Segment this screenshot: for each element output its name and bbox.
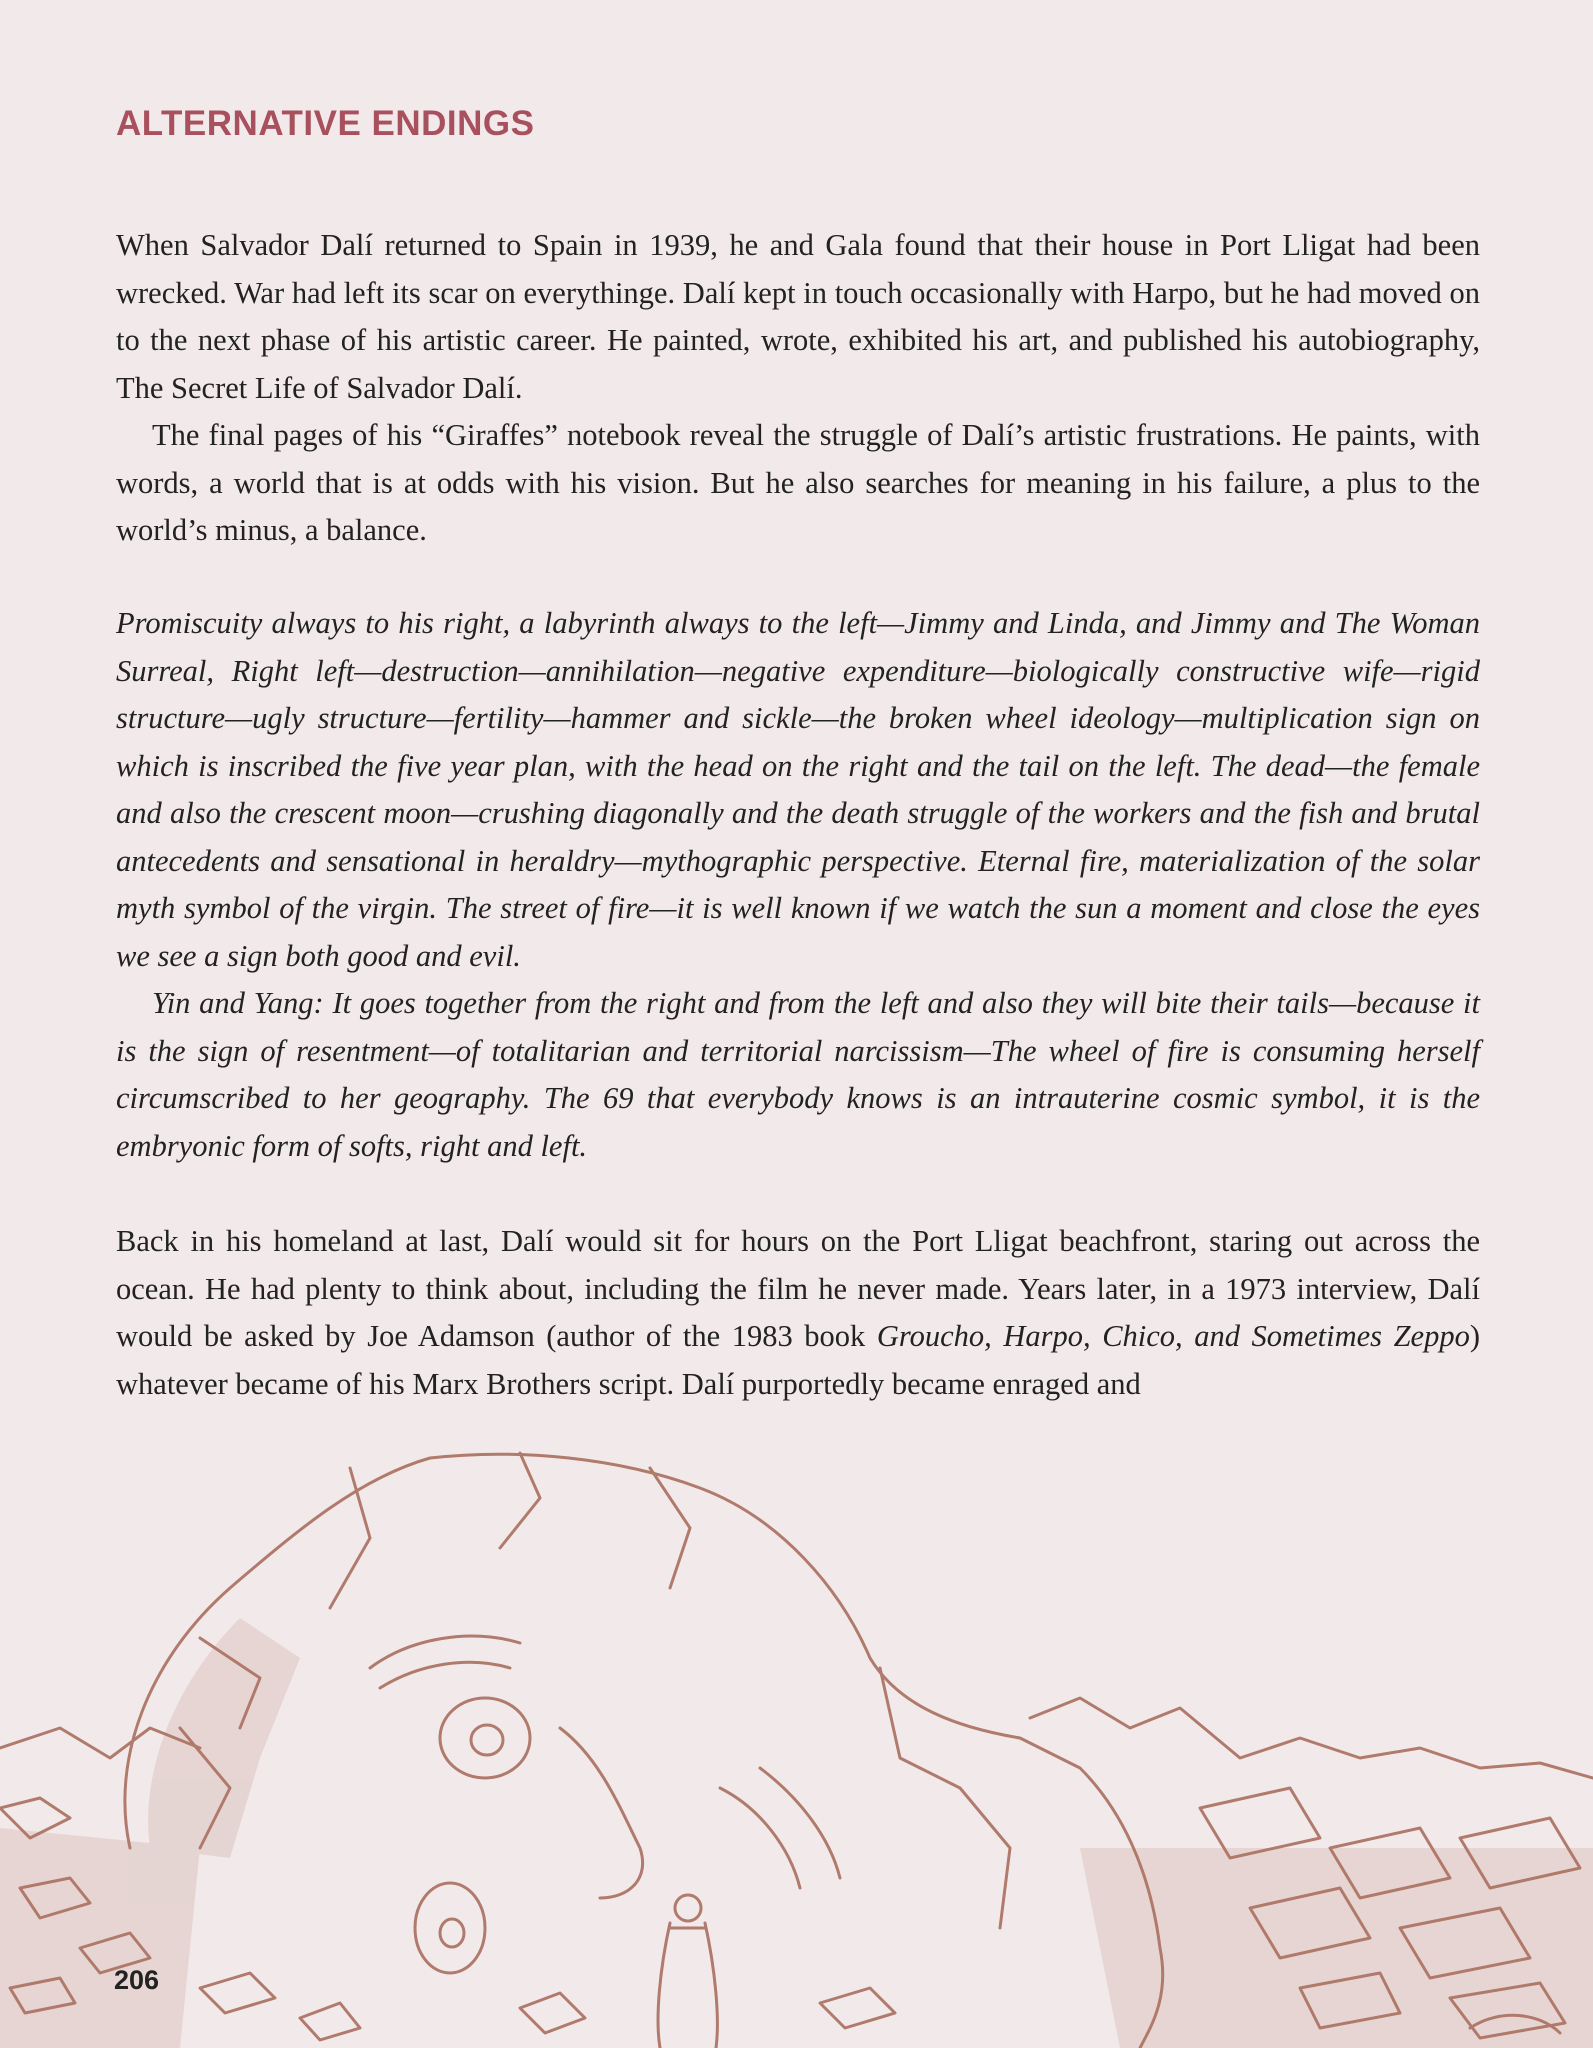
eyebrow-stroke (370, 1636, 520, 1688)
nose-stroke (560, 1728, 643, 1898)
quote-paragraph-1: Promiscuity always to his right, a labyrinth always to the left—Jimmy and Linda, and Jimmy and The Woman Surreal, Right left—destruction—annihilation—negative expenditure—biologically constructive wife—rigid structure—ugly structure—fertility—hammer and sickle—the broken wheel ideology—multiplication sign on which is inscribed the five year plan, with the head on the right and the tail on the left. The dead—the female and also the crescent moon—crushing diagonally and the death struggle of the workers and the fish and brutal antecedents and sensational in heraldry—mythographic perspective. Eternal fire, materialization of the solar myth symbol of the virgin. The street of fire—it is well known if we watch the sun a moment and close the eyes we see a sign both good and evil. (116, 606, 1480, 973)
paragraph-homeland (116, 1218, 1480, 1408)
eye-inner (471, 1725, 503, 1755)
lower-eye-iris (440, 1919, 464, 1947)
jaw-stroke (880, 1668, 1010, 1928)
rubble-center (200, 1973, 895, 2040)
notebook-quote-block (116, 600, 1480, 1170)
homeland-text-block (116, 1218, 1480, 1408)
mouth-stroke (720, 1768, 840, 1888)
fallen-head-illustration (0, 1428, 1593, 2048)
intro-text-block (116, 222, 1480, 555)
paragraph-intro: When Salvador Dalí returned to Spain in 1939, he and Gala found that their house in Port Lligat had been wrecked. War had left its scar on everythinge. Dalí kept in touch occasionally with Harpo, but he had moved on to the next phase of his artistic career. He painted, wrote, exhibited his art, and published his autobiography, The Secret Life of Salvador Dalí. (116, 228, 1480, 405)
section-heading: ALTERNATIVE ENDINGS (116, 104, 535, 143)
head-outline (125, 1454, 1163, 2048)
paragraph-homeland-part2: ) whatever became of his Marx Brothers script. Dalí purportedly became enraged and (116, 1319, 1480, 1401)
quote-paragraph-2: Yin and Yang: It goes together from the right and from the left and also they will bite their tails—because it is the sign of resentment—of totalitarian and territorial narcissism—The wheel of fire is consuming herself circumscribed to her geography. The 69 that everybody knows is an intrauterine cosmic symbol, it is the embryonic form of softs, right and left. (116, 986, 1480, 1163)
paragraph-homeland-part1: Back in his homeland at last, Dalí would sit for hours on the Port Lligat beachfront, staring out across the ocean. He had plenty to think about, including the film he never made. Years later, in a 1973 interview, Dalí would be asked by Joe Adamson (author of the 1983 book (116, 1224, 1480, 1353)
lower-eye (415, 1883, 485, 1973)
eye-outer (440, 1698, 530, 1778)
figure-head (675, 1895, 701, 1921)
ground-shading (0, 1828, 1593, 2048)
paragraph-notebook: The final pages of his “Giraffes” notebook reveal the struggle of Dalí’s artistic frustrations. He paints, with words, a world that is at odds with his vision. But he also searches for meaning in his failure, a plus to the world’s minus, a balance. (116, 418, 1480, 547)
page-number: 206 (114, 1965, 160, 1995)
book-title: Groucho, Harpo, Chico, and Sometimes Zeppo (876, 1319, 1470, 1353)
figure-body (658, 1923, 717, 2048)
